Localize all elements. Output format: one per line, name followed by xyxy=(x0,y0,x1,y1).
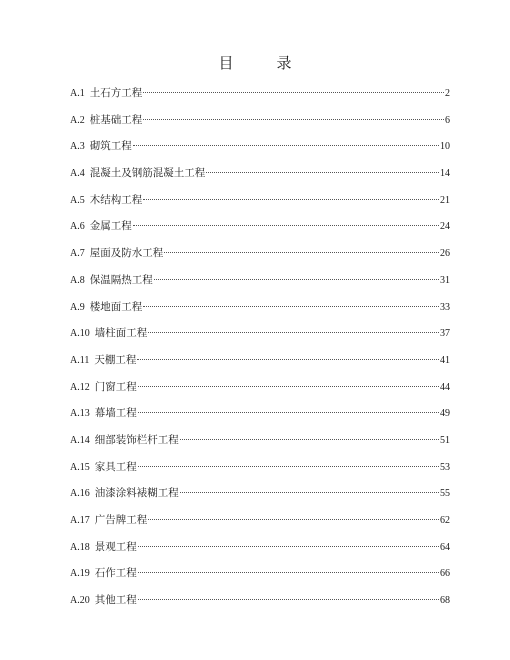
toc-entry-number: A.11 xyxy=(70,354,90,366)
dot-leader xyxy=(143,305,439,307)
toc-entry-page-number: 44 xyxy=(440,381,450,393)
table-of-contents xyxy=(70,80,450,614)
toc-entry-number: A.4 xyxy=(70,168,85,180)
dot-leader xyxy=(148,518,439,520)
toc-entry-page-number: 26 xyxy=(440,248,450,260)
dot-leader xyxy=(143,198,439,200)
toc-entry-number: A.14 xyxy=(70,434,90,446)
toc-entry-number: A.19 xyxy=(70,568,90,580)
toc-entry-label: 门窗工程 xyxy=(94,380,137,393)
toc-entry-label: 天棚工程 xyxy=(94,353,137,366)
dot-leader xyxy=(206,171,439,173)
toc-entry-label: 幕墙工程 xyxy=(94,407,137,420)
toc-entry-number: A.18 xyxy=(70,541,90,553)
toc-entry-page-number: 51 xyxy=(440,434,450,446)
toc-entry-page-number: 2 xyxy=(445,88,450,99)
toc-entry-number: A.20 xyxy=(70,595,90,607)
toc-entry-page-number: 53 xyxy=(440,461,450,473)
dot-leader xyxy=(180,438,439,440)
toc-entry-label: 家具工程 xyxy=(94,460,137,473)
toc-entry-label: 保温隔热工程 xyxy=(89,273,153,286)
dot-leader xyxy=(138,411,439,413)
dot-leader xyxy=(143,91,444,93)
dot-leader xyxy=(138,598,439,600)
dot-leader xyxy=(148,331,439,333)
toc-entry-number: A.9 xyxy=(70,301,85,313)
toc-entry[interactable] xyxy=(70,587,450,614)
dot-leader xyxy=(137,358,439,360)
dot-leader xyxy=(180,491,439,493)
page-title: 目 录 xyxy=(218,54,306,72)
toc-entry[interactable] xyxy=(70,480,450,507)
toc-entry[interactable] xyxy=(70,133,450,160)
toc-entry-label: 砌筑工程 xyxy=(89,140,132,153)
dot-leader xyxy=(154,278,439,280)
toc-entry-page-number: 41 xyxy=(440,354,450,366)
toc-entry-number: A.12 xyxy=(70,381,90,393)
toc-entry[interactable] xyxy=(70,294,450,321)
toc-entry-label: 其他工程 xyxy=(94,594,137,607)
toc-entry-label: 广告牌工程 xyxy=(94,514,148,526)
toc-entry[interactable] xyxy=(70,374,450,401)
toc-entry[interactable] xyxy=(70,107,450,134)
toc-entry-label: 屋面及防水工程 xyxy=(89,247,164,260)
toc-entry-number: A.15 xyxy=(70,461,90,473)
toc-entry-number: A.1 xyxy=(70,88,85,99)
dot-leader xyxy=(143,118,444,120)
toc-entry-label: 景观工程 xyxy=(94,540,137,553)
toc-entry-label: 细部装饰栏杆工程 xyxy=(94,433,179,446)
toc-entry-label: 石作工程 xyxy=(94,567,137,580)
toc-entry-page-number: 24 xyxy=(440,221,450,233)
toc-entry[interactable] xyxy=(70,427,450,454)
dot-leader xyxy=(133,144,439,146)
toc-entry[interactable] xyxy=(70,267,450,294)
dot-leader xyxy=(138,545,439,547)
toc-entry-number: A.5 xyxy=(70,194,85,206)
toc-entry-number: A.2 xyxy=(70,114,85,126)
toc-entry-number: A.10 xyxy=(70,328,90,340)
toc-entry[interactable] xyxy=(70,80,450,107)
dot-leader xyxy=(138,571,439,573)
toc-entry-label: 油漆涂料裱糊工程 xyxy=(94,487,179,500)
dot-leader xyxy=(133,224,439,226)
toc-entry-page-number: 64 xyxy=(440,541,450,553)
toc-entry[interactable] xyxy=(70,320,450,347)
toc-entry-number: A.8 xyxy=(70,274,85,286)
toc-entry[interactable] xyxy=(70,454,450,481)
toc-entry-page-number: 6 xyxy=(445,114,450,126)
toc-entry-page-number: 14 xyxy=(440,168,450,180)
toc-entry-label: 楼地面工程 xyxy=(89,300,143,313)
toc-entry-page-number: 31 xyxy=(440,274,450,286)
toc-entry-page-number: 21 xyxy=(440,194,450,206)
toc-entry-page-number: 10 xyxy=(440,141,450,153)
dot-leader xyxy=(164,251,439,253)
toc-entry-number: A.16 xyxy=(70,488,90,500)
toc-entry-label: 墙柱面工程 xyxy=(94,327,148,340)
toc-entry-label: 金属工程 xyxy=(89,220,132,233)
toc-entry[interactable] xyxy=(70,187,450,214)
toc-entry-number: A.17 xyxy=(70,515,90,526)
toc-entry-number: A.3 xyxy=(70,141,85,153)
toc-entry-page-number: 66 xyxy=(440,568,450,580)
toc-entry-number: A.6 xyxy=(70,221,85,233)
toc-entry-page-number: 49 xyxy=(440,408,450,420)
toc-entry[interactable] xyxy=(70,560,450,587)
toc-entry[interactable] xyxy=(70,240,450,267)
toc-entry[interactable] xyxy=(70,507,450,534)
toc-entry-page-number: 33 xyxy=(440,301,450,313)
toc-entry[interactable] xyxy=(70,213,450,240)
dot-leader xyxy=(138,385,439,387)
toc-entry-page-number: 55 xyxy=(440,488,450,500)
toc-entry-number: A.7 xyxy=(70,248,85,260)
toc-entry[interactable] xyxy=(70,400,450,427)
toc-entry-page-number: 62 xyxy=(440,515,450,526)
toc-entry[interactable] xyxy=(70,534,450,561)
toc-entry-number: A.13 xyxy=(70,408,90,420)
toc-entry-page-number: 68 xyxy=(440,595,450,607)
dot-leader xyxy=(138,465,439,467)
toc-entry-label: 混凝土及钢筋混凝土工程 xyxy=(89,167,206,180)
toc-entry-label: 桩基础工程 xyxy=(89,113,143,126)
toc-entry-label: 木结构工程 xyxy=(89,193,143,206)
toc-entry[interactable] xyxy=(70,347,450,374)
toc-entry[interactable] xyxy=(70,160,450,187)
toc-entry-label: 土石方工程 xyxy=(89,87,143,99)
toc-entry-page-number: 37 xyxy=(440,328,450,340)
